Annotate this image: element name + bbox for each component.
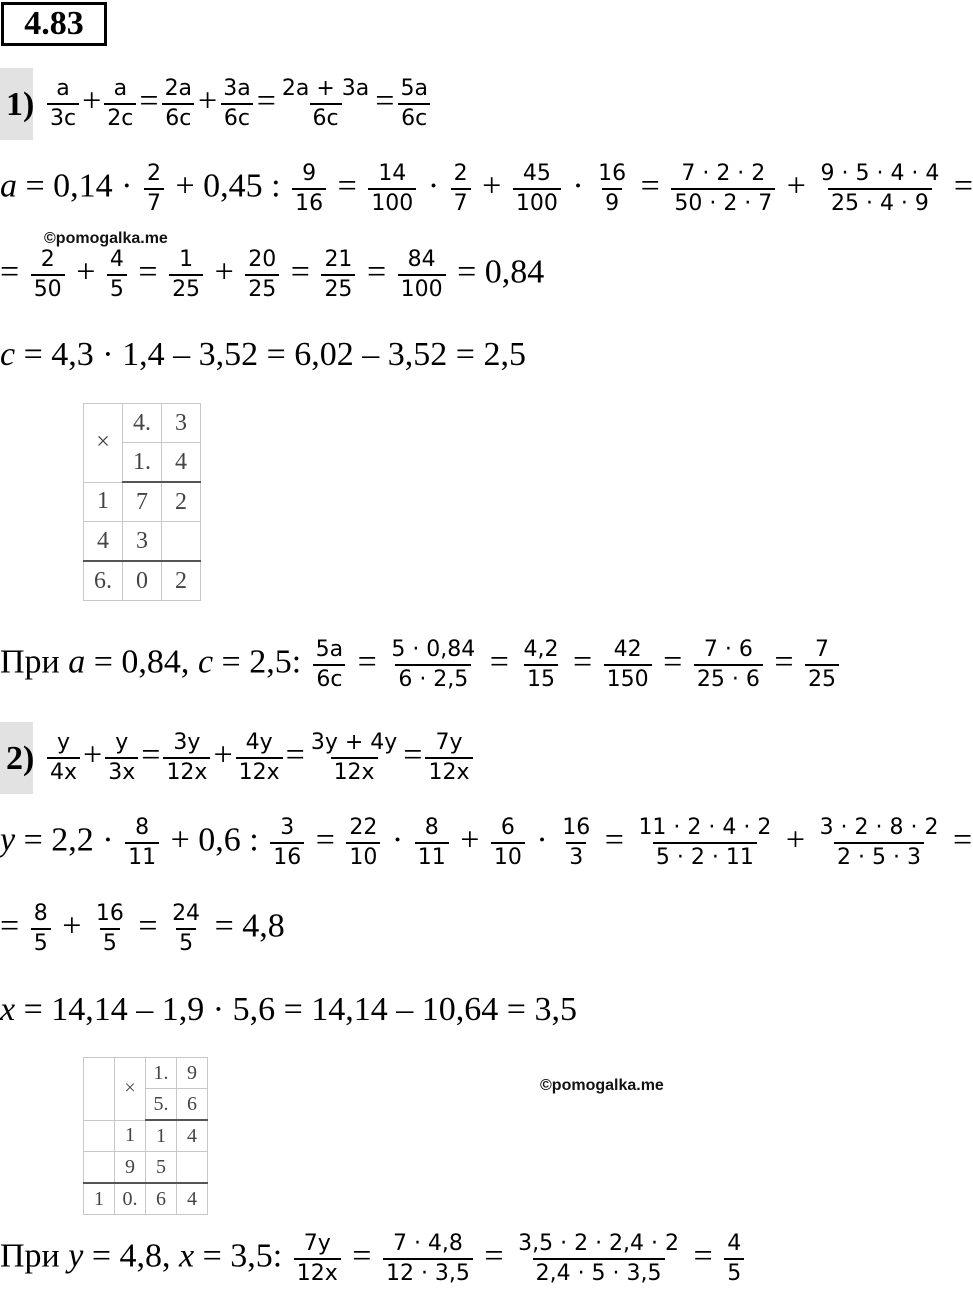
fraction: $\frac{3a}{6c}$ [220,75,253,132]
part-1-label: 1) [6,86,35,123]
fraction: $\frac{3,5 \cdot 2 \cdot 2,4 \cdot 2}{2,4 \cdot 5 \cdot 3,5}$ [518,1231,680,1286]
fraction: $\frac{7y}{12x}$ [294,1230,341,1287]
fraction: $\frac{3}{16}$ [270,814,304,871]
fraction: $\frac{16}{5}$ [95,901,124,956]
fraction: $\frac{2a + 3a}{6c}$ [281,76,370,131]
fraction: $\frac{42}{150}$ [604,636,652,693]
fraction: $\frac{2}{7}$ [451,160,471,217]
fraction: $\frac{7y}{12x}$ [425,729,472,786]
watermark: ©pomogalka.me [540,1077,664,1094]
problem-number: 4.83 [1,2,107,46]
part-2-substitution: При y = 4,8, x = 3,5: $\frac{7y}{12x}$ = $\frac{7 \cdot 4,8}{12 \cdot 3,5}$ = $\frac{3,5 \cdot 2 \cdot 2,4 \cdot 2}{2,4 \cdot 5 \cdot 3,5}$ = $\frac{4}{5}$ [0,1230,747,1287]
fraction: $\frac{7}{25}$ [805,636,839,693]
part-1-fraction-sum: $\frac{a}{3c}$ + $\frac{a}{2c}$ = $\frac{2a}{6c}$ + $\frac{3a}{6c}$ = $\frac{2a + 3a}{6c}$ = $\frac{5a}{6c}$ [44,75,434,132]
part-2-y-result: = $\frac{8}{5}$ + $\frac{16}{5}$ = $\frac{24}{5}$ = 4,8 [0,901,285,956]
fraction: $\frac{y}{3x}$ [105,729,138,786]
fraction: $\frac{5a}{6c}$ [313,636,346,693]
part-1-a-result: = $\frac{2}{50}$ + $\frac{4}{5}$ = $\frac{1}{25}$ + $\frac{20}{25}$ = $\frac{21}{25}$ = $\frac{84}{100}$ = 0,84 [0,247,545,302]
part-1-column-multiplication: × 4. 3 1. 4 1 7 2 4 3 6. 0 2 [83,403,201,601]
fraction: $\frac{2a}{6c}$ [162,75,195,132]
fraction: $\frac{45}{100}$ [513,160,561,217]
fraction: $\frac{3 \cdot 2 \cdot 8 \cdot 2}{2 \cdot 5 \cdot 3}$ [819,815,939,870]
fraction: $\frac{20}{25}$ [245,246,279,303]
fraction: $\frac{y}{4x}$ [47,729,80,786]
part-1-c-calculation: c = 4,3 · 1,4 – 3,52 = 6,02 – 3,52 = 2,5 [0,336,526,373]
fraction: $\frac{3y}{12x}$ [163,729,210,786]
fraction: $\frac{14}{100}$ [368,160,416,217]
fraction: $\frac{22}{10}$ [346,814,380,871]
fraction: $\frac{16}{9}$ [598,161,627,216]
part-2-column-multiplication: × 1. 9 5. 6 1 1 4 9 5 1 0. 6 4 [83,1057,208,1215]
fraction: $\frac{2}{7}$ [144,160,164,217]
fraction: $\frac{7 \cdot 2 \cdot 2}{50 \cdot 2 \cdot 7}$ [671,160,775,217]
part-2-fraction-sum: $\frac{y}{4x}$ + $\frac{y}{3x}$ = $\frac{3y}{12x}$ + $\frac{4y}{12x}$ = $\frac{3y + 4y}{12x}$ = $\frac{7y}{12x}$ [44,729,476,786]
fraction: $\frac{3y + 4y}{12x}$ [310,730,398,785]
fraction: $\frac{7 \cdot 6}{25 \cdot 6}$ [694,636,763,693]
fraction: $\frac{8}{5}$ [31,900,51,957]
fraction: $\frac{8}{11}$ [125,814,159,871]
fraction: $\frac{84}{100}$ [398,246,446,303]
fraction: $\frac{2}{50}$ [31,246,65,303]
fraction: $\frac{a}{2c}$ [104,75,136,132]
fraction: $\frac{24}{5}$ [172,901,201,956]
fraction: $\frac{1}{25}$ [169,246,203,303]
fraction: $\frac{16}{3}$ [562,815,591,870]
part-1-a-calculation: a = 0,14 · $\frac{2}{7}$ + 0,45 : $\frac{9}{16}$ = $\frac{14}{100}$ · $\frac{2}{7}$ + $\frac{45}{100}$ · $\frac{16}{9}$ = $\frac{7 \cdot 2 \cdot 2}{50 \cdot 2 \cdot 7}$ + $\frac{9 \cdot 5 \cdot 4 \cdot 4}{25 \cdot 4 \cdot 9}$ = [0,161,973,216]
fraction: $\frac{4}{5}$ [724,1230,744,1287]
fraction: $\frac{4y}{12x}$ [236,729,283,786]
fraction: $\frac{21}{25}$ [321,246,355,303]
fraction: $\frac{8}{11}$ [415,814,449,871]
watermark: ©pomogalka.me [44,230,168,247]
fraction: $\frac{4}{5}$ [107,246,127,303]
fraction: $\frac{5a}{6c}$ [397,75,430,132]
part-2-y-calculation: y = 2,2 · $\frac{8}{11}$ + 0,6 : $\frac{3}{16}$ = $\frac{22}{10}$ · $\frac{8}{11}$ + $\frac{6}{10}$ · $\frac{16}{3}$ = $\frac{11 \cdot 2 \cdot 4 \cdot 2}{5 \cdot 2 \cdot 11}$ + $\frac{3 \cdot 2 \cdot 8 \cdot 2}{2 \cdot 5 \cdot 3}$ = [0,815,973,870]
part-2-label: 2) [6,740,35,777]
fraction: $\frac{a}{3c}$ [47,75,79,132]
fraction: $\frac{11 \cdot 2 \cdot 4 \cdot 2}{5 \cdot 2 \cdot 11}$ [638,815,772,870]
fraction: $\frac{4,2}{15}$ [523,637,559,692]
fraction: $\frac{7 \cdot 4,8}{12 \cdot 3,5}$ [383,1230,473,1287]
fraction: $\frac{9}{16}$ [292,160,326,217]
part-2-x-calculation: x = 14,14 – 1,9 · 5,6 = 14,14 – 10,64 = 3,5 [0,991,577,1028]
fraction: $\frac{6}{10}$ [491,814,525,871]
fraction: $\frac{9 \cdot 5 \cdot 4 \cdot 4}{25 \cdot 4 \cdot 9}$ [820,161,940,216]
part-1-substitution: При a = 0,84, c = 2,5: $\frac{5a}{6c}$ = $\frac{5 \cdot 0,84}{6 \cdot 2,5}$ = $\frac{4,2}{15}$ = $\frac{42}{150}$ = $\frac{7 \cdot 6}{25 \cdot 6}$ = $\frac{7}{25}$ [0,636,842,693]
fraction: $\frac{5 \cdot 0,84}{6 \cdot 2,5}$ [391,637,476,692]
